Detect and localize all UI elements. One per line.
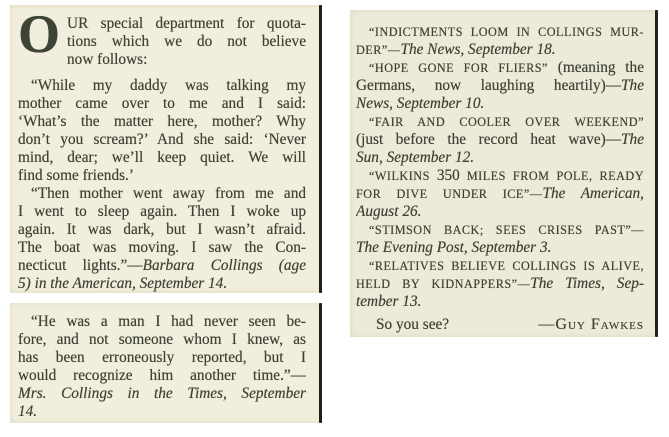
headline-text: FOR DIVE UNDER ICE”— <box>356 187 543 201</box>
source-attribution: tember 13. <box>356 293 422 310</box>
closing-line <box>356 316 644 334</box>
headline-quote <box>356 41 644 59</box>
editorial-comment: Germans, now laughing heartily)— <box>356 77 622 94</box>
text-line: I went to sleep again. Then I woke up <box>18 203 306 220</box>
text-line: mind, dear; we’ll keep quiet. We will <box>18 149 306 166</box>
intro-quotation-block <box>10 5 322 293</box>
text-line: “Then mother went away from me and <box>31 185 306 202</box>
headline-text: “RELATIVES BELIEVE COLLINGS IS ALIVE, <box>369 259 644 273</box>
text-line: UR special department for quota- <box>67 15 306 32</box>
headline-text: HELD BY KIDNAPPERS”— <box>356 277 531 291</box>
headline-quote <box>356 221 644 239</box>
headline-figure: 350 <box>436 167 460 184</box>
source-attribution: The Times, Sep- <box>530 275 644 292</box>
text-line: tions which we do not believe <box>67 33 306 50</box>
mrs-collings-quotation-block <box>10 303 322 423</box>
source-attribution: Mrs. Collings in the Times, September <box>18 385 306 402</box>
column-rule <box>655 10 658 337</box>
headline-quote <box>356 131 644 149</box>
signature: —Guy Fawkes <box>538 316 644 333</box>
source-attribution: The American, <box>542 185 644 202</box>
headline-quote <box>356 275 644 293</box>
source-attribution: The <box>621 131 644 148</box>
headline-quote <box>356 167 644 185</box>
headline-text: “STIMSON BACK; SEES CRISES PAST”— <box>369 223 644 237</box>
headline-text: “HOPE GONE FOR FLIERS” <box>369 61 548 75</box>
headlines-quotation-block <box>350 10 658 337</box>
headline-quote <box>356 185 644 203</box>
headline-quote <box>356 77 644 95</box>
source-attribution: Barbara Collings (age <box>142 257 306 274</box>
text-line: “He was a man I had never seen be- <box>31 313 306 330</box>
text-line: The boat was moving. I saw the Con- <box>18 239 306 256</box>
text-line: ‘What’s the matter here, mother? Why <box>18 113 306 130</box>
headline-text: MILES FROM POLE, READY <box>459 169 644 183</box>
headline-quote <box>356 257 644 275</box>
source-attribution: The Evening Post, September 3. <box>356 239 552 256</box>
headline-quote <box>356 23 644 41</box>
headline-quote <box>356 59 644 77</box>
source-attribution: The News, September 18. <box>400 41 556 58</box>
headline-text: DER”— <box>356 43 401 57</box>
editorial-comment: (meaning the <box>547 59 644 76</box>
column-rule <box>319 5 322 293</box>
source-attribution: News, September 10. <box>356 95 485 112</box>
text-line: again. It was dark, but I wasn’t afraid. <box>18 221 306 238</box>
text-line: has been erroneously reported, but I <box>18 349 306 366</box>
drop-cap: O <box>18 4 61 64</box>
closing-question: So you see? <box>376 316 450 333</box>
headline-quote <box>356 113 644 131</box>
editorial-comment: (just before the record heat wave)— <box>356 131 622 148</box>
headline-text: “INDICTMENTS LOOM IN COLLINGS MUR- <box>369 25 644 39</box>
text-line: “While my daddy was talking my <box>31 77 306 94</box>
quote-end: necticut lights.”— <box>18 257 143 274</box>
text-line: now follows: <box>67 51 148 68</box>
source-attribution: August 26. <box>356 203 422 220</box>
text-line <box>18 257 306 275</box>
source-attribution: The <box>621 77 644 94</box>
text-line: find some friends.’ <box>18 167 134 184</box>
source-attribution: 5) in the American, September 14. <box>18 275 228 292</box>
text-line: fore, and not someone whom I knew, as <box>18 331 306 348</box>
column-rule <box>319 303 322 423</box>
text-line: mother came over to me and I said: <box>18 95 306 112</box>
headline-text: “WILKINS <box>369 169 437 183</box>
headline-text: “FAIR AND COOLER OVER WEEKEND” <box>369 115 644 129</box>
source-attribution: 14. <box>18 403 38 420</box>
text-line: don’t you scream?’ And she said: ‘Never <box>18 131 306 148</box>
source-attribution: Sun, September 12. <box>356 149 475 166</box>
text-line: would recognize him another time.”— <box>18 367 306 384</box>
